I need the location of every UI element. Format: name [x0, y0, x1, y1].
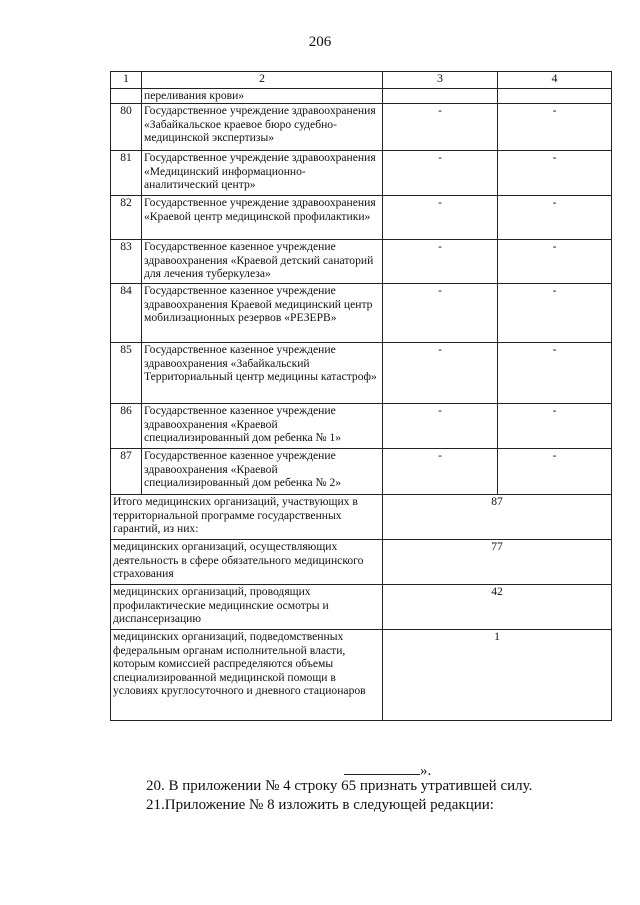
row-number: 80 [111, 104, 142, 151]
row-col3-value: - [383, 151, 498, 196]
row-col4-value: - [498, 240, 612, 284]
header-col-4: 4 [498, 72, 612, 89]
total-label: медицинских организаций, проводящих профилактические медицинские осмотры и диспансеризацию [111, 585, 383, 630]
row-number: 84 [111, 284, 142, 343]
total-value: 87 [383, 495, 612, 540]
total-label: медицинских организаций, осуществляющих деятельность в сфере обязательного медицинского страхования [111, 540, 383, 585]
table-row [111, 104, 612, 151]
table-row-continuation [111, 89, 612, 104]
table-row [111, 284, 612, 343]
table-row [111, 343, 612, 404]
row-col4-value: - [498, 104, 612, 151]
row-col3-value: - [383, 104, 498, 151]
organization-name: Государственное казенное учреждение здравоохранения «Краевой специализированный дом ребенка № 1» [142, 404, 383, 449]
row-col3-value: - [383, 284, 498, 343]
table-row [111, 404, 612, 449]
organization-name: Государственное казенное учреждение здравоохранения «Краевой детский санаторий для лечения туберкулеза» [142, 240, 383, 284]
row-col4-value: - [498, 284, 612, 343]
row-col3-value: - [383, 449, 498, 495]
total-row [111, 585, 612, 630]
organization-name: Государственное казенное учреждение здравоохранения «Забайкальский Территориальный центр медицины катастроф» [142, 343, 383, 404]
row-col4-value: - [498, 449, 612, 495]
organization-name: Государственное казенное учреждение здравоохранения Краевой медицинский центр мобилизационных резервов «РЕЗЕРВ» [142, 284, 383, 343]
total-label: Итого медицинских организаций, участвующих в территориальной программе государственных гарантий, из них: [111, 495, 383, 540]
row-col3-value: - [383, 196, 498, 240]
paragraph-21: 21.Приложение № 8 изложить в следующей редакции: [146, 797, 494, 813]
total-row [111, 495, 612, 540]
total-row [111, 630, 612, 721]
organization-name: Государственное казенное учреждение здравоохранения «Краевой специализированный дом ребенка № 2» [142, 449, 383, 495]
table-row [111, 449, 612, 495]
table-row [111, 151, 612, 196]
row-col3-value: - [383, 343, 498, 404]
row-col4-value: - [498, 196, 612, 240]
header-col-3: 3 [383, 72, 498, 89]
row-col4-value: - [498, 343, 612, 404]
row-number: 86 [111, 404, 142, 449]
row-col3-value: - [383, 404, 498, 449]
closing-mark: ». [420, 763, 432, 779]
row-col4-value: - [498, 404, 612, 449]
organization-name: Государственное учреждение здравоохранения «Краевой центр медицинской профилактики» [142, 196, 383, 240]
row-number: 82 [111, 196, 142, 240]
row-col3-value: - [383, 240, 498, 284]
total-value: 77 [383, 540, 612, 585]
paragraph-20: 20. В приложении № 4 строку 65 признать утратившей силу. [146, 778, 533, 794]
total-value: 42 [383, 585, 612, 630]
total-row [111, 540, 612, 585]
blank-line [344, 761, 420, 775]
organization-name: Государственное учреждение здравоохранения «Забайкальское краевое бюро судебно-медицинской экспертизы» [142, 104, 383, 151]
row-col4-value: - [498, 151, 612, 196]
header-col-2: 2 [142, 72, 383, 89]
page-number: 206 [308, 34, 332, 50]
table-header-row [111, 72, 612, 89]
organization-name: Государственное учреждение здравоохранения «Медицинский информационно-аналитический центр» [142, 151, 383, 196]
row-number: 83 [111, 240, 142, 284]
organizations-table [110, 71, 612, 721]
table-row [111, 196, 612, 240]
total-value: 1 [383, 630, 612, 721]
row-number: 85 [111, 343, 142, 404]
header-col-1: 1 [111, 72, 142, 89]
row-number: 87 [111, 449, 142, 495]
row-number: 81 [111, 151, 142, 196]
table-row [111, 240, 612, 284]
total-label: медицинских организаций, подведомственных федеральным органам исполнительной власти, которым комиссией распределяются объемы специализированной медицинской помощи в условиях круглосуточного и дневного стационаров [111, 630, 383, 721]
continuation-text: переливания крови» [142, 89, 383, 104]
